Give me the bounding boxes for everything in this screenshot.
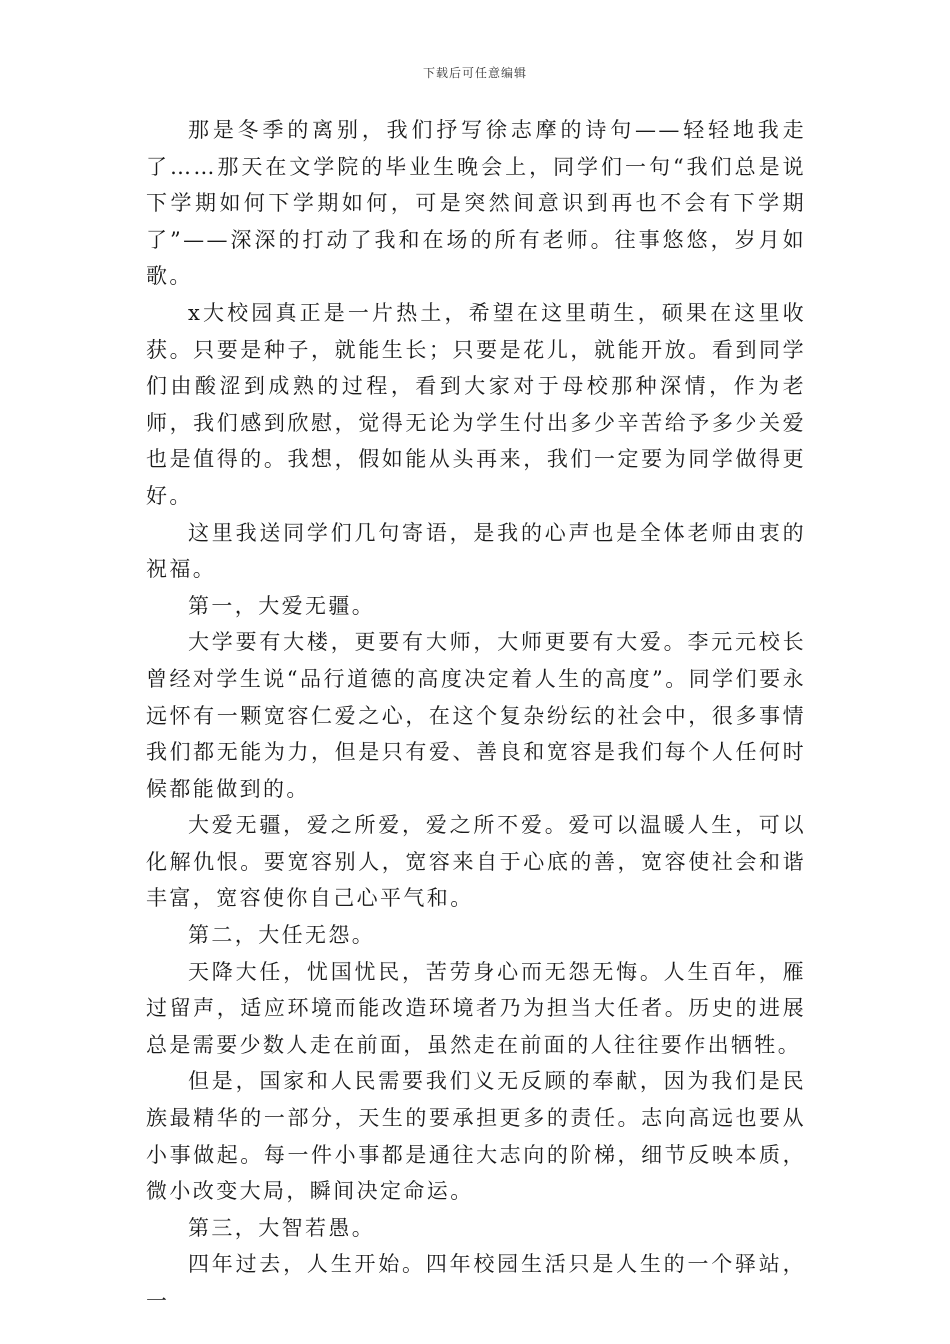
paragraph: 天降大任，忧国忧民，苦劳身心而无怨无悔。人生百年，雁过留声，适应环境而能改造环境者乃为担当大任者。历史的进展总是需要少数人走在前面，虽然走在前面的人往往要作出牺牲。 <box>146 959 806 1057</box>
section-heading: 第二，大任无怨。 <box>188 923 376 948</box>
section-heading: 第一，大爱无疆。 <box>188 593 376 618</box>
paragraph: 这里我送同学们几句寄语，是我的心声也是全体老师由衷的祝福。 <box>146 520 806 582</box>
paragraph: 大学要有大楼，更要有大师，大师更要有大爱。李元元校长曾经对学生说“品行道德的高度决定着人生的高度”。同学们要永远怀有一颗宽容仁爱之心，在这个复杂纷纭的社会中，很多事情我们都无能为力，但是只有爱、善良和宽容是我们每个人任何时候都能做到的。 <box>146 630 806 801</box>
paragraph: 大爱无疆，爱之所爱，爱之所不爱。爱可以温暖人生，可以化解仇恨。要宽容别人，宽容来自于心底的善，宽容使社会和谐丰富，宽容使你自己心平气和。 <box>146 813 806 911</box>
section-heading: 第三，大智若愚。 <box>188 1215 376 1240</box>
paragraph: 四年过去，人生开始。四年校园生活只是人生的一个驿站，一 <box>146 1252 806 1313</box>
page-header: 下载后可任意编辑 <box>422 66 527 80</box>
paragraph: 那是冬季的离别，我们抒写徐志摩的诗句——轻轻地我走了……那天在文学院的毕业生晚会上，同学们一句“我们总是说下学期如何下学期如何，可是突然间意识到再也不会有下学期了”——深深的打动了我和在场的所有老师。往事悠悠，岁月如歌。 <box>146 118 806 289</box>
paragraph: x大校园真正是一片热土，希望在这里萌生，硕果在这里收获。只要是种子，就能生长；只要是花儿，就能开放。看到同学们由酸涩到成熟的过程，看到大家对于母校那种深情，作为老师，我们感到欣慰，觉得无论为学生付出多少辛苦给予多少关爱也是值得的。我想，假如能从头再来，我们一定要为同学做得更好。 <box>146 300 806 508</box>
paragraph: 但是，国家和人民需要我们义无反顾的奉献，因为我们是民族最精华的一部分，天生的要承担更多的责任。志向高远也要从小事做起。每一件小事都是通往大志向的阶梯，细节反映本质，微小改变大局，瞬间决定命运。 <box>146 1069 806 1204</box>
document-body <box>146 112 806 1320</box>
